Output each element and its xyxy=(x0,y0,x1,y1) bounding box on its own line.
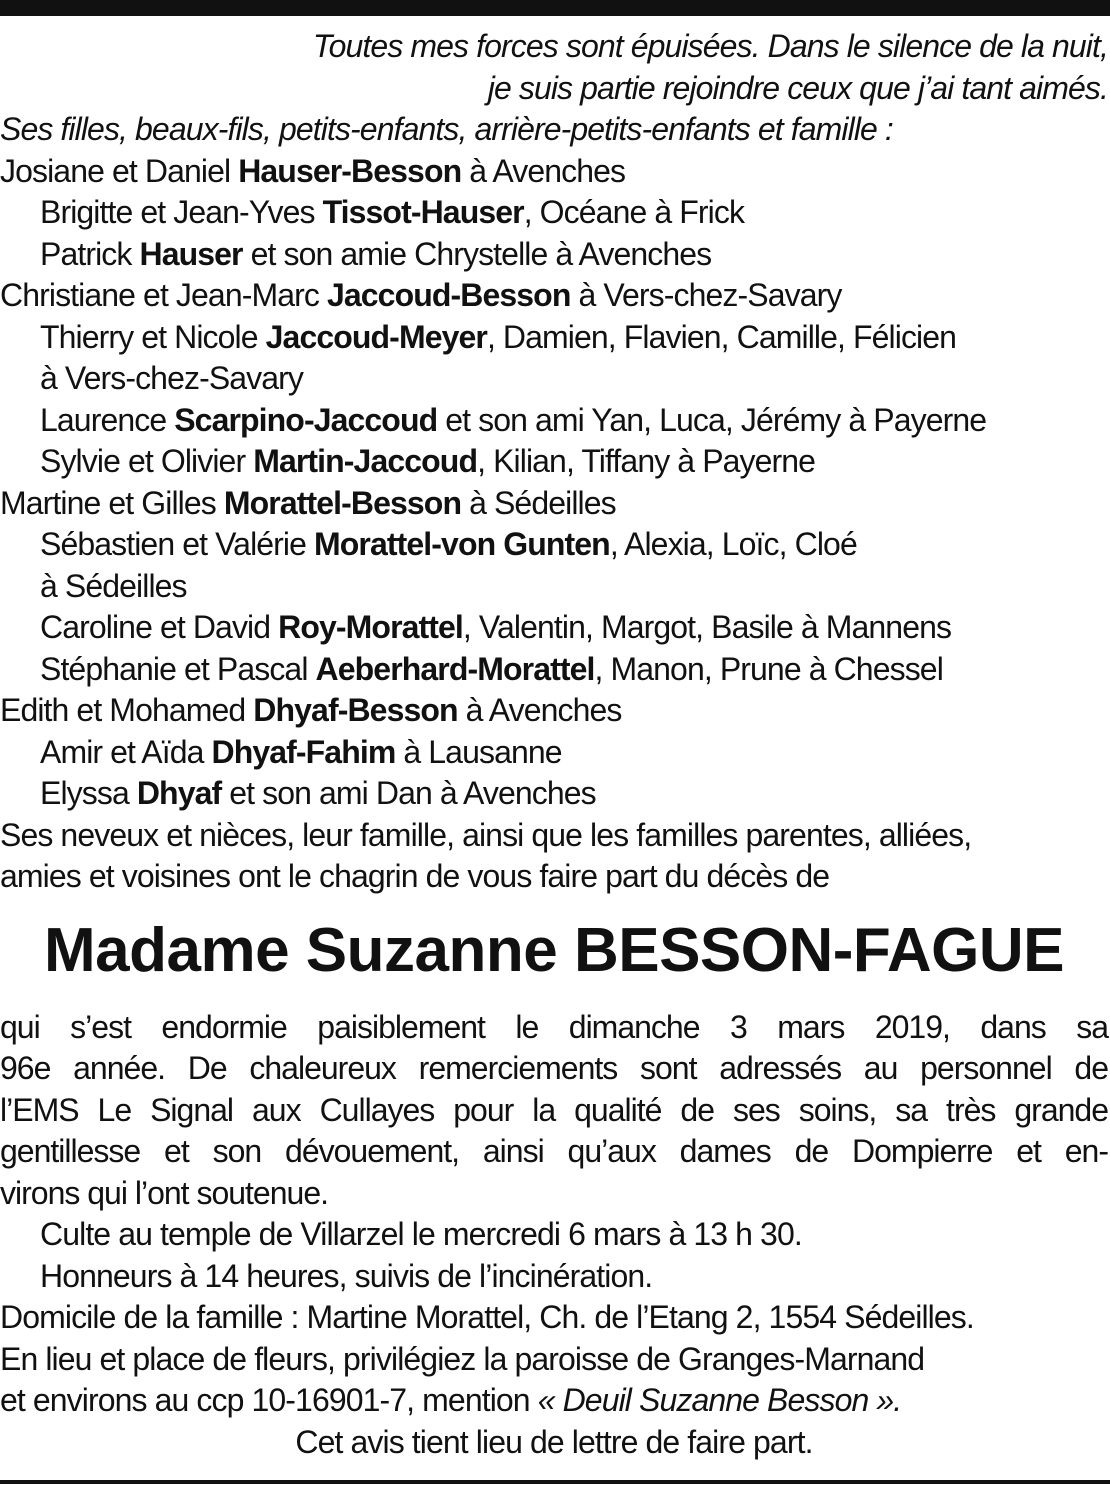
family-domicile: Domicile de la famille : Martine Morattel, Ch. de l’Etang 2, 1554 Sédeilles. xyxy=(0,1299,974,1335)
family-line: Edith et Mohamed Dhyaf-Besson à Avenches xyxy=(0,692,622,728)
obituary-notice xyxy=(0,26,1108,1463)
notice-statement: Cet avis tient lieu de lettre de faire part. xyxy=(295,1423,813,1460)
top-rule xyxy=(0,0,1110,16)
family-list xyxy=(0,151,1108,815)
intro-verse-line-1: Toutes mes forces sont épuisées. Dans le silence de la nuit, xyxy=(312,28,1108,64)
body-line: virons qui l’ont soutenue. xyxy=(0,1174,328,1211)
family-line: Brigitte et Jean-Yves Tissot-Hauser, Océane à Frick xyxy=(40,194,745,230)
family-line: Christiane et Jean-Marc Jaccoud-Besson à Vers-chez-Savary xyxy=(0,277,842,313)
body-line: 96e année. De chaleureux remerciements sont adressés au personnel de xyxy=(0,1050,1108,1086)
family-line: Josiane et Daniel Hauser-Besson à Avenches xyxy=(0,152,626,189)
donation-mention: « Deuil Suzanne Besson ». xyxy=(537,1382,902,1418)
family-name: Dhyaf xyxy=(136,775,222,811)
family-name: Scarpino-Jaccoud xyxy=(174,401,438,438)
family-name: Dhyaf-Fahim xyxy=(211,733,396,770)
family-intro: Ses filles, beaux-fils, petits-enfants, arrière-petits-enfants et famille : xyxy=(0,111,893,147)
family-line: Thierry et Nicole Jaccoud-Meyer, Damien, Flavien, Camille, Félicien xyxy=(40,318,957,355)
bottom-rule xyxy=(0,1480,1110,1484)
announcement-body xyxy=(0,1007,1108,1215)
family-line: Sébastien et Valérie Morattel-von Gunten, Alexia, Loïc, Cloé xyxy=(40,526,857,562)
family-line: Elyssa Dhyaf et son ami Dan à Avenches xyxy=(40,775,596,811)
family-line-continuation: à Sédeilles xyxy=(40,567,187,604)
family-line: Laurence Scarpino-Jaccoud et son ami Yan, Luca, Jérémy à Payerne xyxy=(40,401,987,438)
family-name: Jaccoud-Meyer xyxy=(265,318,487,355)
relatives-line-2: amies et voisines ont le chagrin de vous faire part du décès de xyxy=(0,858,830,894)
family-line-continuation: à Vers-chez-Savary xyxy=(40,360,304,396)
family-name: Martin-Jaccoud xyxy=(253,443,478,479)
family-name: Hauser xyxy=(139,235,243,272)
family-line: Stéphanie et Pascal Aeberhard-Morattel, Manon, Prune à Chessel xyxy=(40,650,943,687)
family-name: Aeberhard-Morattel xyxy=(315,650,595,687)
family-name: Hauser-Besson xyxy=(238,152,462,189)
body-line: qui s’est endormie paisiblement le dimanche 3 mars 2019, dans sa xyxy=(0,1008,1108,1045)
family-line: Caroline et David Roy-Morattel, Valentin, Margot, Basile à Mannens xyxy=(40,609,952,645)
family-line: Amir et Aïda Dhyaf-Fahim à Lausanne xyxy=(40,733,562,770)
family-name: Roy-Morattel xyxy=(278,609,463,645)
relatives-line-1: Ses neveux et nièces, leur famille, ainsi que les familles parentes, alliées, xyxy=(0,816,972,853)
body-line: l’EMS Le Signal aux Cullayes pour la qualité de ses soins, sa très grande xyxy=(0,1091,1108,1128)
flowers-notice-line-1: En lieu et place de fleurs, privilégiez la paroisse de Granges-Marnand xyxy=(0,1340,925,1377)
intro-verse-line-2: je suis partie rejoindre ceux que j’ai tant aimés. xyxy=(487,69,1108,106)
family-name: Dhyaf-Besson xyxy=(253,692,458,728)
body-line: gentillesse et son dévouement, ainsi qu’aux dames de Dompierre et en- xyxy=(0,1133,1108,1169)
family-line: Patrick Hauser et son amie Chrystelle à Avenches xyxy=(40,235,712,272)
flowers-notice-line-2: et environs au ccp 10-16901-7, mention « Deuil Suzanne Besson ». xyxy=(0,1382,902,1418)
family-line: Sylvie et Olivier Martin-Jaccoud, Kilian, Tiffany à Payerne xyxy=(40,443,816,479)
family-name: Morattel-Besson xyxy=(223,484,462,521)
family-name: Morattel-von Gunten xyxy=(314,526,610,562)
family-name: Tissot-Hauser xyxy=(322,194,524,230)
ceremony-cult: Culte au temple de Villarzel le mercredi 6 mars à 13 h 30. xyxy=(40,1216,802,1252)
family-line: Martine et Gilles Morattel-Besson à Sédeilles xyxy=(0,484,616,521)
deceased-name: Madame Suzanne BESSON-FAGUE xyxy=(43,915,1065,985)
family-name: Jaccoud-Besson xyxy=(326,277,571,313)
ceremony-honors: Honneurs à 14 heures, suivis de l’incinération. xyxy=(40,1257,653,1294)
